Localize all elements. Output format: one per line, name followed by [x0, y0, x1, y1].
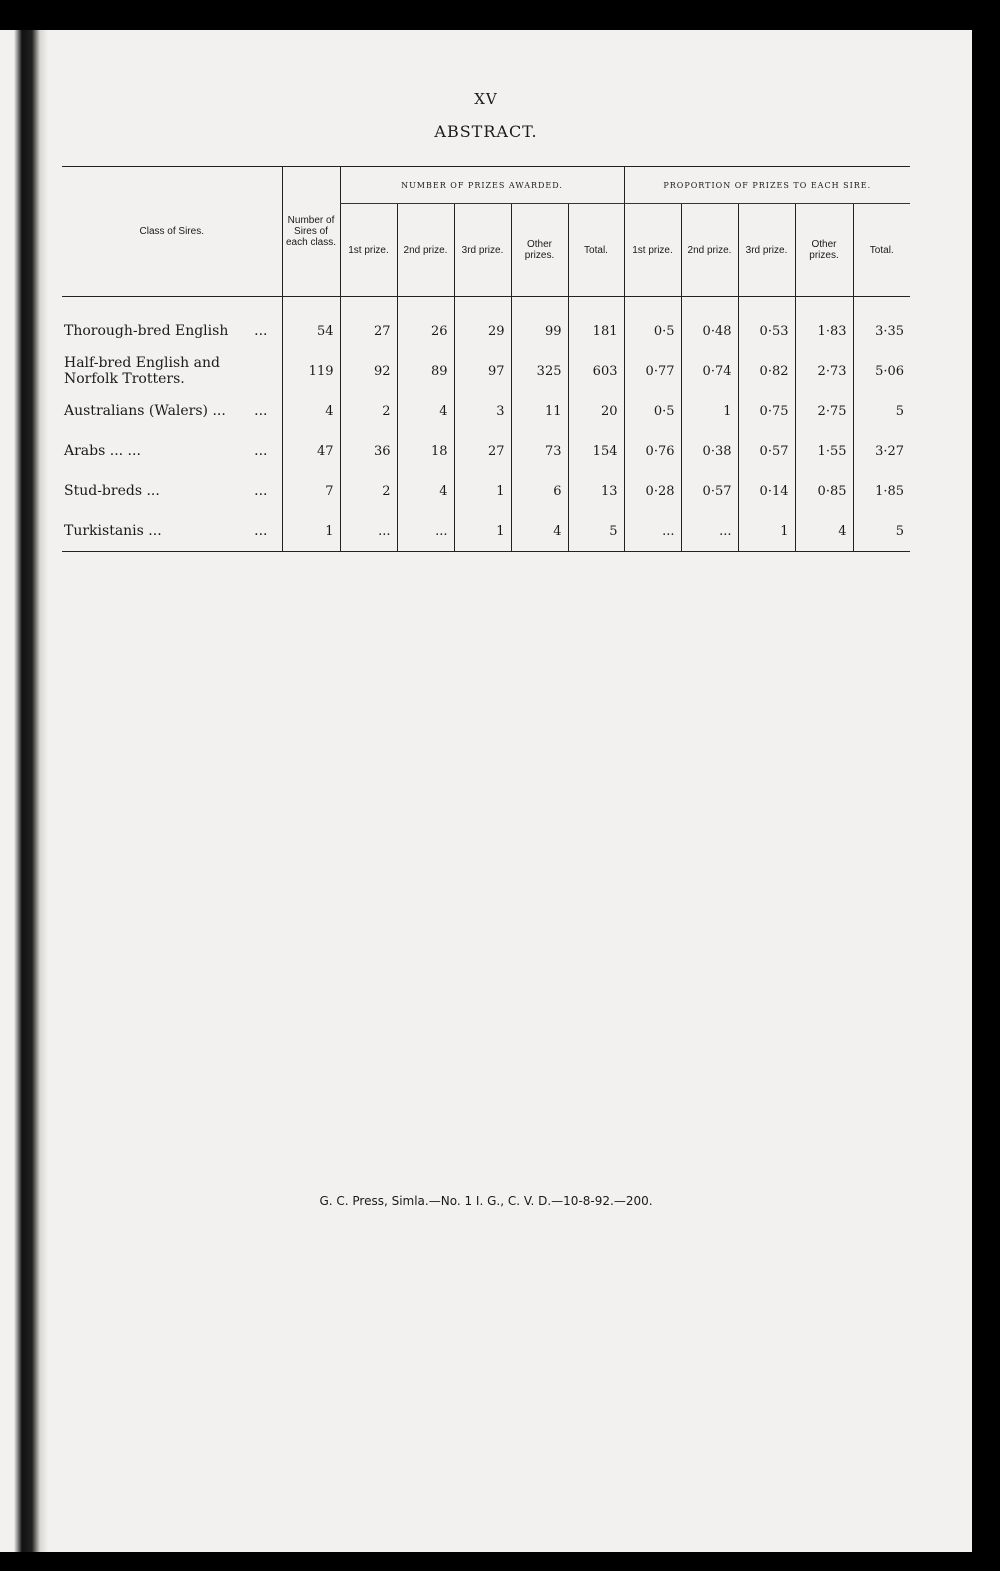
value-cell: 1·83: [795, 311, 853, 351]
value-cell: 1·55: [795, 431, 853, 471]
value-cell: 1: [454, 471, 511, 511]
class-name-cell: Australians (Walers) ... ...: [64, 403, 268, 419]
value-cell: 11: [511, 391, 568, 431]
count-cell: 54: [282, 311, 340, 351]
count-cell: 119: [282, 351, 340, 391]
value-cell: 181: [568, 311, 624, 351]
value-cell: 1: [681, 391, 738, 431]
value-cell: 0·53: [738, 311, 795, 351]
header-class-of-sires: Class of Sires.: [62, 167, 282, 297]
table-row: [62, 471, 910, 511]
class-name-cell: Turkistanis ... ...: [62, 511, 282, 552]
value-cell: 26: [397, 311, 454, 351]
table-row: [62, 351, 910, 391]
header-proportion-other: Other prizes.: [795, 204, 853, 297]
header-prizes-total: Total.: [568, 204, 624, 297]
value-cell: 13: [568, 471, 624, 511]
value-cell: 603: [568, 351, 624, 391]
value-cell: 5: [853, 391, 910, 431]
value-cell: 5: [853, 511, 910, 552]
value-cell: 2: [340, 391, 397, 431]
value-cell: 3·27: [853, 431, 910, 471]
printer-imprint: G. C. Press, Simla.—No. 1 I. G., C. V. D.—10-8-92.—200.: [319, 1194, 653, 1208]
value-cell: 0·76: [624, 431, 681, 471]
header-proportion-1st: 1st prize.: [624, 204, 681, 297]
value-cell: 154: [568, 431, 624, 471]
value-cell: 2·73: [795, 351, 853, 391]
header-proportion-3rd: 3rd prize.: [738, 204, 795, 297]
value-cell: 0·57: [738, 431, 795, 471]
value-cell: 0·75: [738, 391, 795, 431]
value-cell: ...: [681, 511, 738, 552]
value-cell: ...: [340, 511, 397, 552]
value-cell: 27: [340, 311, 397, 351]
page-number: XV: [474, 90, 498, 108]
header-number-of-sires: Number of Sires of each class.: [282, 167, 340, 297]
class-name-cell: Thorough-bred English ...: [64, 323, 268, 339]
value-cell: 4: [397, 391, 454, 431]
document-page: [0, 30, 972, 1552]
page-title: ABSTRACT.: [434, 122, 538, 141]
value-cell: 3·35: [853, 311, 910, 351]
value-cell: 1·85: [853, 471, 910, 511]
header-prizes-1st: 1st prize.: [340, 204, 397, 297]
value-cell: 0·5: [624, 311, 681, 351]
value-cell: 92: [340, 351, 397, 391]
value-cell: ...: [397, 511, 454, 552]
value-cell: 325: [511, 351, 568, 391]
table-row: [62, 431, 910, 471]
value-cell: 0·85: [795, 471, 853, 511]
value-cell: 5·06: [853, 351, 910, 391]
header-prizes-other: Other prizes.: [511, 204, 568, 297]
class-name-cell: Stud-breds ... ...: [64, 483, 268, 499]
value-cell: 0·82: [738, 351, 795, 391]
value-cell: 27: [454, 431, 511, 471]
value-cell: 29: [454, 311, 511, 351]
value-cell: ...: [624, 511, 681, 552]
value-cell: 5: [568, 511, 624, 552]
value-cell: 97: [454, 351, 511, 391]
value-cell: 4: [511, 511, 568, 552]
value-cell: 1: [454, 511, 511, 552]
count-cell: 1: [282, 511, 340, 552]
value-cell: 3: [454, 391, 511, 431]
value-cell: 4: [795, 511, 853, 552]
value-cell: 0·74: [681, 351, 738, 391]
value-cell: 0·48: [681, 311, 738, 351]
header-proportion-total: Total.: [853, 204, 910, 297]
book-spine: [0, 30, 48, 1552]
count-cell: 4: [282, 391, 340, 431]
value-cell: 0·28: [624, 471, 681, 511]
value-cell: 36: [340, 431, 397, 471]
table-row: [62, 311, 910, 351]
value-cell: 0·57: [681, 471, 738, 511]
value-cell: 1: [738, 511, 795, 552]
value-cell: 99: [511, 311, 568, 351]
header-group-prizes-awarded: NUMBER OF PRIZES AWARDED.: [340, 167, 624, 204]
table-row: [62, 391, 910, 431]
header-prizes-2nd: 2nd prize.: [397, 204, 454, 297]
abstract-table: [62, 166, 910, 552]
value-cell: 20: [568, 391, 624, 431]
table-row: [62, 511, 910, 552]
value-cell: 89: [397, 351, 454, 391]
value-cell: 73: [511, 431, 568, 471]
value-cell: 18: [397, 431, 454, 471]
count-cell: 7: [282, 471, 340, 511]
class-name-cell: Half-bred English and Norfolk Trotters.: [64, 355, 220, 387]
value-cell: 0·5: [624, 391, 681, 431]
header-prizes-3rd: 3rd prize.: [454, 204, 511, 297]
header-group-proportion: PROPORTION OF PRIZES TO EACH SIRE.: [624, 167, 910, 204]
value-cell: 4: [397, 471, 454, 511]
value-cell: 2·75: [795, 391, 853, 431]
value-cell: 0·38: [681, 431, 738, 471]
value-cell: 0·77: [624, 351, 681, 391]
header-proportion-2nd: 2nd prize.: [681, 204, 738, 297]
value-cell: 0·14: [738, 471, 795, 511]
value-cell: 6: [511, 471, 568, 511]
value-cell: 2: [340, 471, 397, 511]
class-name-cell: Arabs ... ... ...: [64, 443, 268, 459]
count-cell: 47: [282, 431, 340, 471]
